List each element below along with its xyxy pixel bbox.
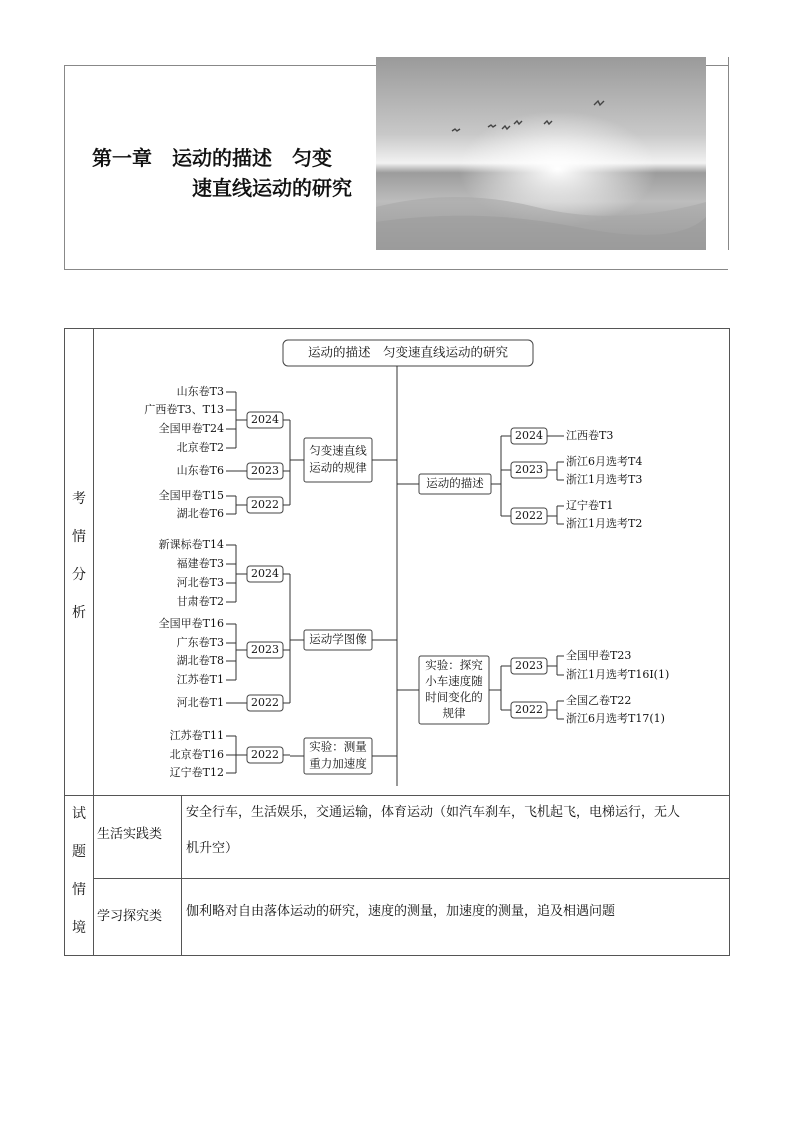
paper-label: 全国甲卷T16	[158, 617, 224, 630]
category-life-practice: 生活实践类	[97, 827, 163, 842]
context-line: 伽利略对自由落体运动的研究，速度的测量，加速度的测量，追及相遇问题	[186, 904, 616, 919]
right-topic-label: 小车速度随	[425, 674, 483, 688]
year-label: 2024	[251, 413, 279, 426]
left-topic-label: 匀变速直线	[309, 443, 367, 458]
vlabel-char: 题	[72, 844, 86, 860]
left-topic-label: 运动学图像	[309, 632, 367, 646]
paper-label: 江苏卷T1	[176, 673, 224, 686]
paper-label: 辽宁卷T1	[566, 499, 614, 512]
paper-label: 全国甲卷T23	[566, 649, 632, 662]
vlabel-char: 情	[72, 882, 86, 898]
paper-label: 广西卷T3、T13	[144, 403, 224, 416]
vlabel-char: 分	[72, 567, 86, 583]
chapter-title-line1: 第一章 运动的描述 匀变	[92, 146, 332, 170]
year-label: 2023	[515, 463, 543, 476]
paper-label: 广东卷T3	[176, 636, 224, 649]
left-topic-label: 运动的规律	[309, 460, 367, 475]
year-label: 2023	[251, 643, 279, 656]
paper-label: 浙江1月选考T3	[566, 473, 643, 486]
paper-label: 湖北卷T6	[176, 507, 224, 520]
paper-label: 甘肃卷T2	[176, 595, 224, 608]
paper-label: 浙江1月选考T2	[566, 517, 643, 530]
paper-label: 浙江6月选考T17(1)	[566, 712, 665, 725]
paper-label: 新课标卷T14	[158, 538, 224, 551]
paper-label: 浙江1月选考T16Ⅰ(1)	[566, 668, 670, 681]
paper-label: 全国乙卷T22	[566, 694, 632, 707]
year-label: 2024	[251, 567, 279, 580]
year-label: 2022	[251, 498, 279, 511]
year-label: 2022	[251, 748, 279, 761]
vlabel-char: 析	[72, 605, 86, 621]
context-line: 机升空）	[186, 841, 239, 856]
paper-label: 北京卷T16	[169, 748, 224, 761]
root-label: 运动的描述 匀变速直线运动的研究	[307, 344, 509, 360]
year-label: 2023	[515, 659, 543, 672]
vlabel-char: 试	[72, 806, 86, 822]
right-topic-label: 规律	[442, 706, 466, 720]
left-topic-label: 重力加速度	[309, 756, 367, 771]
paper-label: 全国甲卷T24	[158, 422, 224, 435]
paper-label: 山东卷T6	[176, 464, 224, 477]
left-topic-label: 实验：测量	[309, 739, 367, 754]
year-label: 2022	[515, 703, 543, 716]
category-learning-inquiry: 学习探究类	[97, 909, 163, 924]
paper-label: 江西卷T3	[566, 429, 614, 442]
paper-label: 浙江6月选考T4	[566, 455, 643, 468]
vlabel-char: 情	[72, 529, 86, 545]
chapter-title-line2: 速直线运动的研究	[192, 176, 352, 200]
paper-label: 河北卷T3	[176, 576, 224, 589]
right-topic-label: 实验：探究	[425, 658, 483, 672]
paper-label: 全国甲卷T15	[158, 489, 224, 502]
paper-label: 辽宁卷T12	[169, 766, 224, 779]
paper-label: 北京卷T2	[176, 441, 224, 454]
paper-label: 湖北卷T8	[176, 654, 224, 667]
paper-label: 福建卷T3	[176, 557, 224, 570]
year-label: 2023	[251, 464, 279, 477]
right-topic-label: 时间变化的	[425, 690, 483, 704]
paper-label: 山东卷T3	[176, 385, 224, 398]
vlabel-char: 考	[72, 491, 86, 507]
context-line: 安全行车，生活娱乐，交通运输，体育运动（如汽车刹车，飞机起飞，电梯运行，无人	[186, 805, 681, 820]
vlabel-char: 境	[72, 920, 86, 936]
year-label: 2022	[251, 696, 279, 709]
year-label: 2022	[515, 509, 543, 522]
year-label: 2024	[515, 429, 543, 442]
paper-label: 江苏卷T11	[169, 729, 224, 742]
paper-label: 河北卷T1	[176, 696, 224, 709]
right-topic-label: 运动的描述	[426, 476, 484, 490]
